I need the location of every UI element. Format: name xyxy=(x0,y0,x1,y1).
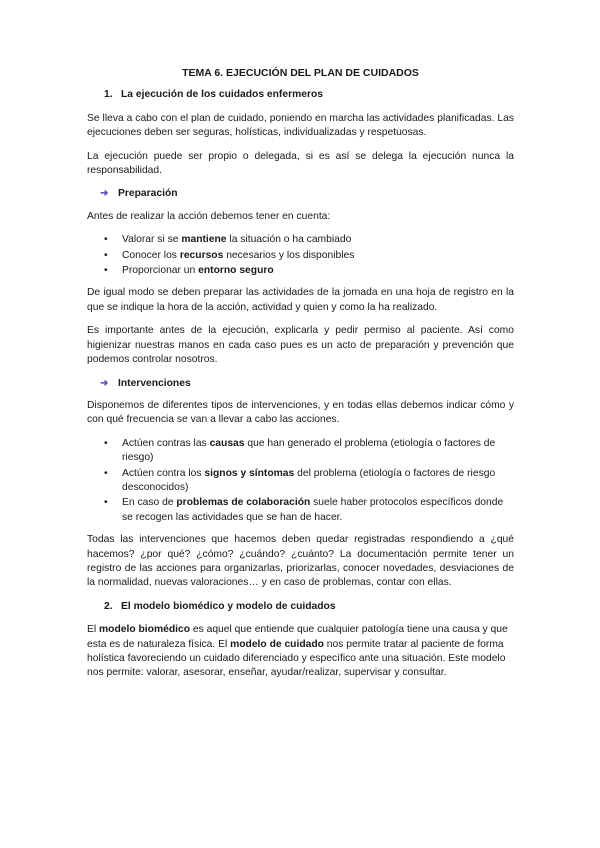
document-title: TEMA 6. EJECUCIÓN DEL PLAN DE CUIDADOS xyxy=(182,67,419,79)
list-item: • Actúen contras las causas que han generado el problema (etiología o factores de riesgo) xyxy=(104,437,496,464)
paragraph: La ejecución puede ser propio o delegada, si es así se delega la ejecución nunca la responsabilidad. xyxy=(87,150,514,177)
section-number: 2. xyxy=(104,600,113,612)
subsection-heading-text: Intervenciones xyxy=(118,377,191,389)
bullet-icon: • xyxy=(104,265,108,277)
paragraph: El modelo biomédico es aquel que entiende que cualquier patología tiene una causa y que esta es de naturaleza física. El modelo de cuidado nos permite tratar al paciente de forma holística favoreciendo un cuidado diferenciado y específico ante una situación. Este modelo nos permite: valorar, asesorar, enseñar, ayudar/realizar, supervisar y consultar. xyxy=(87,624,508,679)
arrow-bullet-icon: ➜ xyxy=(100,377,109,389)
paragraph: Todas las intervenciones que hacemos deben quedar registradas respondiendo a ¿qué hacemos? ¿por qué? ¿cómo? ¿cuándo? ¿cuánto? La documentación permite tener un registro de las acciones para organizarlas, priorizarlas, conocer novedades, desviaciones de la normalidad, nuevas valoraciones… y en caso de problemas, contar con ellas. xyxy=(87,534,514,589)
subsection-preparacion-heading xyxy=(87,187,514,201)
document-page xyxy=(87,66,514,690)
bullet-icon: • xyxy=(104,497,108,509)
section-number: 1. xyxy=(104,89,113,101)
arrow-bullet-icon: ➜ xyxy=(100,188,109,200)
section-2-heading xyxy=(87,600,514,614)
bullet-icon: • xyxy=(104,437,108,449)
list-item: • Conocer los recursos necesarios y los disponibles xyxy=(87,249,514,263)
list-item: • Valorar si se mantiene la situación o ha cambiado xyxy=(87,233,514,247)
bullet-icon: • xyxy=(104,467,108,479)
paragraph: Es importante antes de la ejecución, explicarla y pedir permiso al paciente. Así como higienizar nuestras manos en cada caso pues es un acto de preparación y prevención que podemos controlar nosotros. xyxy=(87,325,514,366)
bullet-list xyxy=(87,233,514,278)
bullet-icon: • xyxy=(104,234,108,246)
subsection-heading-text: Preparación xyxy=(118,188,178,200)
paragraph: Antes de realizar la acción debemos tener en cuenta: xyxy=(87,210,331,222)
list-item: • Actúen contra los signos y síntomas del problema (etiología o factores de riesgo desconocidos) xyxy=(104,467,496,493)
bullet-icon: • xyxy=(104,249,108,261)
list-item: • En caso de problemas de colaboración suele haber protocolos específicos donde se recogen las actividades que se han de hacer. xyxy=(104,497,504,523)
subsection-intervenciones-heading xyxy=(87,377,514,391)
paragraph: Disponemos de diferentes tipos de intervenciones, y en todas ellas debemos indicar cómo y con qué frecuencia se van a llevar a cabo las acciones. xyxy=(87,399,514,426)
bullet-list xyxy=(87,437,514,525)
list-item: • Proporcionar un entorno seguro xyxy=(87,264,514,278)
paragraph: De igual modo se deben preparar las actividades de la jornada en una hoja de registro en la que se indique la hora de la acción, actividad y quien y como la ha realizado. xyxy=(87,287,514,313)
paragraph: Se lleva a cabo con el plan de cuidado, poniendo en marcha las actividades planificadas. Las ejecuciones deben ser seguras, holísticas, individualizadas y respetuosas. xyxy=(87,112,514,139)
section-heading-text: El modelo biomédico y modelo de cuidados xyxy=(121,600,336,612)
section-heading-text: La ejecución de los cuidados enfermeros xyxy=(121,89,323,101)
section-1-heading xyxy=(87,88,514,102)
